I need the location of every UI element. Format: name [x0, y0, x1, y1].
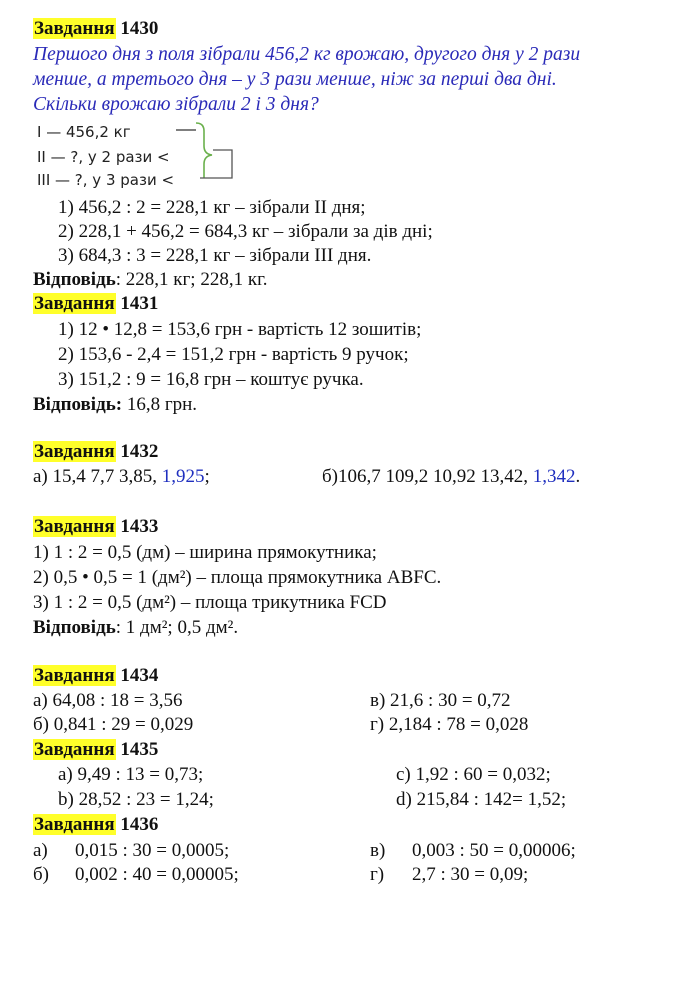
- answer-label: Відповідь: [33, 269, 116, 290]
- answer-label: Відповідь:: [33, 394, 123, 415]
- task-1431-step-3: 3) 151,2 : 9 = 16,8 грн – коштує ручка.: [58, 369, 364, 390]
- task-1433-step-2: 2) 0,5 • 0,5 = 1 (дм²) – площа прямокутника ABFC.: [33, 567, 442, 588]
- task-1431-step-2: 2) 153,6 - 2,4 = 151,2 грн - вартість 9 ручок;: [58, 344, 409, 365]
- task-1434-part-b: б) 0,841 : 29 = 0,029: [33, 714, 194, 735]
- task-label: Завдання: [34, 665, 115, 686]
- highlighted-value: 1,342: [532, 466, 576, 487]
- task-number: 1436: [120, 814, 159, 835]
- scheme-line-3: III — ?, у 3 рази <: [37, 171, 175, 189]
- task-1435-part-b: b) 28,52 : 23 = 1,24;: [58, 789, 214, 810]
- task-1433-heading: [33, 515, 158, 539]
- task-1432-heading: [33, 440, 158, 464]
- task-1433-answer: [33, 616, 238, 640]
- task-1432-part-b: б)106,7 109,2 10,92 13,42, 1,342.: [322, 466, 581, 487]
- task-1435-part-c: c) 1,92 : 60 = 0,032;: [396, 764, 551, 785]
- task-1433-step-3: 3) 1 : 2 = 0,5 (дм²) – площа трикутника FCD: [33, 592, 387, 613]
- task-1431-step-1: 1) 12 • 12,8 = 153,6 грн - вартість 12 зошитів;: [58, 319, 422, 340]
- task-1436-part-v: 0,003 : 50 = 0,00006;: [412, 840, 576, 861]
- task-label: Завдання: [34, 293, 115, 314]
- task-1436-label-g: г): [370, 864, 385, 885]
- task-label: Завдання: [34, 516, 115, 537]
- answer-label: Відповідь: [33, 617, 116, 638]
- task-1436-part-b: 0,002 : 40 = 0,00005;: [75, 864, 239, 885]
- task-1436-part-a: 0,015 : 30 = 0,0005;: [75, 840, 230, 861]
- task-1430-step-1: 1) 456,2 : 2 = 228,1 кг – зібрали II дня;: [58, 197, 366, 218]
- task-1431-answer: [33, 393, 197, 417]
- task-1436-part-g: 2,7 : 30 = 0,09;: [412, 864, 529, 885]
- answer-value: 16,8 грн.: [122, 394, 198, 415]
- answer-value: : 228,1 кг; 228,1 кг.: [115, 269, 268, 290]
- task-1436-label-v: в): [370, 840, 386, 861]
- task-1430-step-2: 2) 228,1 + 456,2 = 684,3 кг – зібрали за дів дні;: [58, 221, 433, 242]
- task-1435-part-a: a) 9,49 : 13 = 0,73;: [58, 764, 204, 785]
- task-1434-part-g: г) 2,184 : 78 = 0,028: [370, 714, 529, 735]
- task-number: 1435: [120, 739, 159, 760]
- scheme-line-1: I — 456,2 кг: [37, 123, 131, 141]
- task-1434-part-a: а) 64,08 : 18 = 3,56: [33, 690, 183, 711]
- highlighted-value: 1,925: [161, 466, 205, 487]
- task-label: Завдання: [34, 739, 115, 760]
- task-1435-part-d: d) 215,84 : 142= 1,52;: [396, 789, 567, 810]
- task-1436-heading: [33, 813, 158, 837]
- task-number: 1432: [120, 441, 159, 462]
- task-1430-question-line-2: менше, а третього дня – у 3 рази менше, ніж за перші два дні.: [33, 69, 557, 90]
- task-label: Завдання: [34, 441, 115, 462]
- task-1435-heading: [33, 738, 158, 762]
- task-label: Завдання: [34, 18, 115, 39]
- task-1432-part-a: а) 15,4 7,7 3,85, 1,925;: [33, 466, 210, 487]
- scheme-line-2: II — ?, у 2 рази <: [37, 148, 170, 166]
- task-label: Завдання: [34, 814, 115, 835]
- task-number: 1433: [120, 516, 159, 537]
- task-1434-heading: [33, 664, 158, 688]
- task-1436-label-a: а): [33, 840, 48, 861]
- task-1433-step-1: 1) 1 : 2 = 0,5 (дм) – ширина прямокутника;: [33, 542, 377, 563]
- answer-value: : 1 дм²; 0,5 дм².: [115, 617, 239, 638]
- task-1430-answer: [33, 268, 267, 292]
- task-1436-label-b: б): [33, 864, 49, 885]
- task-1430-step-3: 3) 684,3 : 3 = 228,1 кг – зібрали III дня.: [58, 245, 372, 266]
- task-number: 1431: [120, 293, 159, 314]
- task-1434-part-v: в) 21,6 : 30 = 0,72: [370, 690, 511, 711]
- task-number: 1430: [120, 18, 159, 39]
- task-number: 1434: [120, 665, 159, 686]
- task-1430-question-line-1: Першого дня з поля зібрали 456,2 кг врожаю, другого дня у 2 рази: [33, 44, 581, 65]
- task-1430-question-line-3: Скільки врожаю зібрали 2 і 3 дня?: [33, 94, 319, 115]
- task-1431-heading: [33, 292, 158, 316]
